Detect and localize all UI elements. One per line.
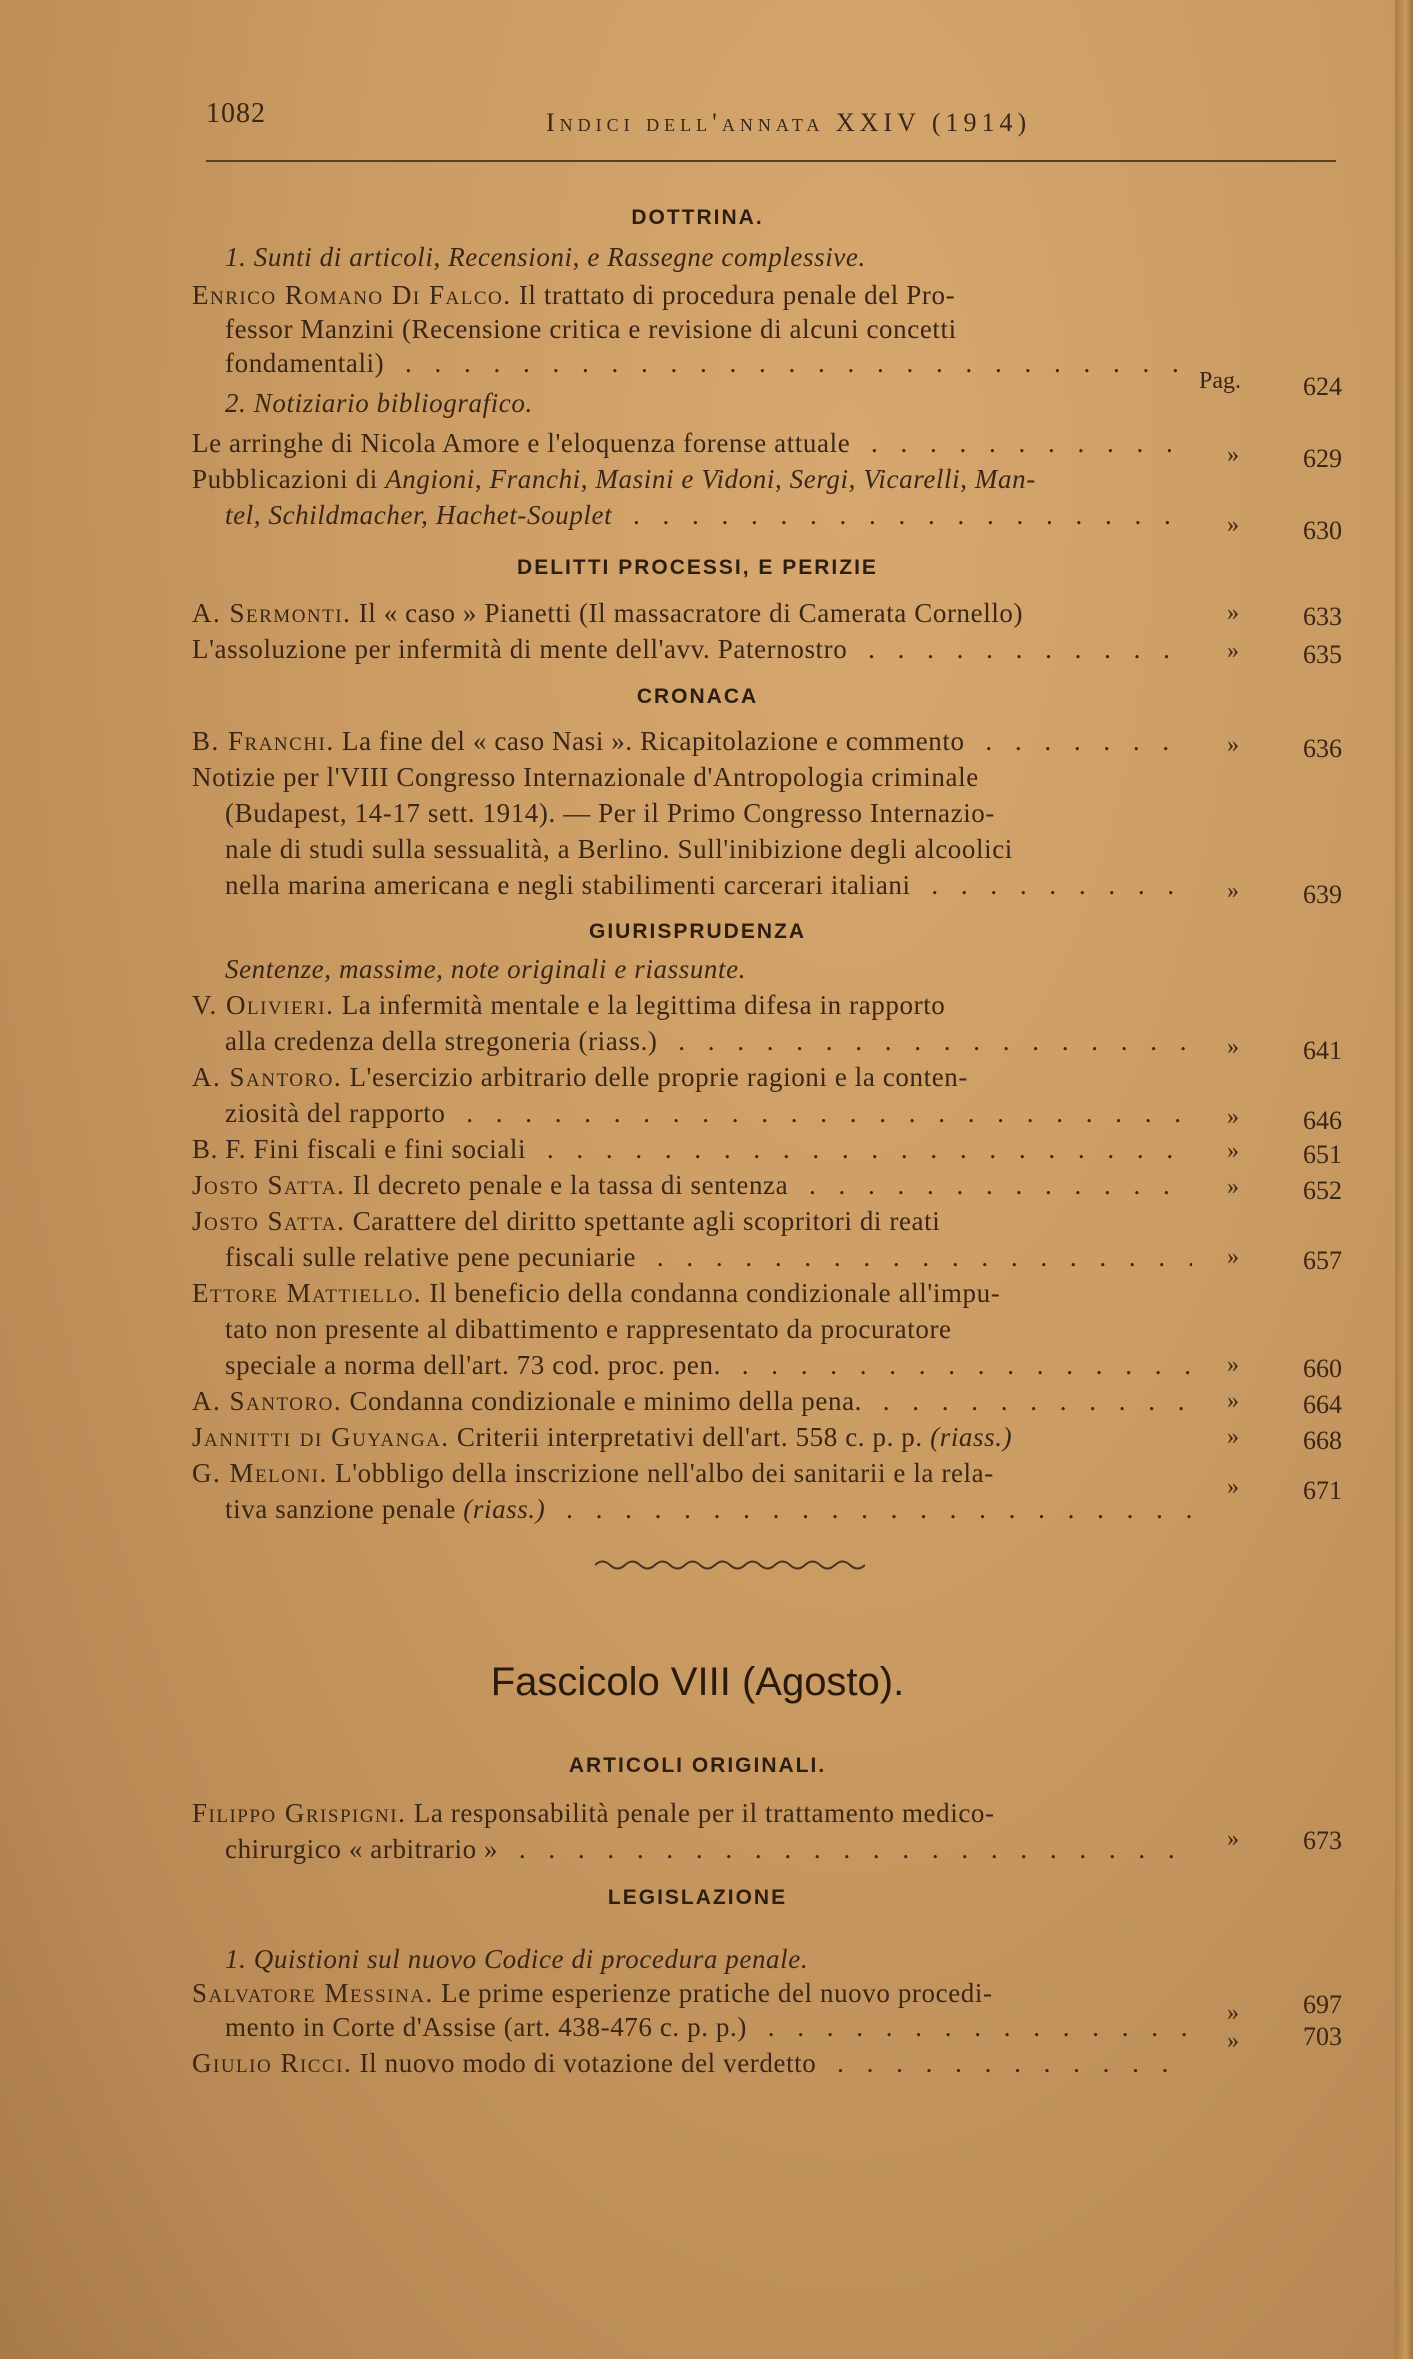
page-ref: 630 bbox=[1303, 516, 1342, 545]
entry-ricci: Giulio Ricci. Il nuovo modo di votazione del verdetto . . . bbox=[192, 2046, 1192, 2080]
ditto-mark: » bbox=[1227, 1104, 1239, 1130]
entry-satta2-line2: fiscali sulle relative pene pecuniarie . . . bbox=[225, 1240, 1192, 1274]
page-ref: 664 bbox=[1303, 1390, 1342, 1419]
ditto-mark: » bbox=[1227, 2000, 1239, 2026]
entry-pubblicazioni-line1: Pubblicazioni di Angioni, Franchi, Masini e Vidoni, Sergi, Vicarelli, Man- bbox=[192, 464, 1036, 494]
page-ref: 673 bbox=[1303, 1826, 1342, 1855]
book-spine-edge bbox=[1395, 0, 1413, 2359]
entry-romano-line1: Enrico Romano Di Falco. Il trattato di procedura penale del Pro- bbox=[192, 280, 956, 310]
ditto-mark: » bbox=[1227, 1174, 1239, 1200]
page-label: Pag. bbox=[1199, 368, 1241, 394]
ditto-mark: » bbox=[1227, 1138, 1239, 1164]
ditto-mark: » bbox=[1227, 512, 1239, 538]
page-ref: 635 bbox=[1303, 640, 1342, 669]
entry-messina-line1: Salvatore Messina. Le prime esperienze pratiche del nuovo procedi- bbox=[192, 1978, 993, 2008]
subheading-quistioni: 1. Quistioni sul nuovo Codice di procedura penale. bbox=[225, 1944, 809, 1974]
ditto-mark: » bbox=[1227, 732, 1239, 758]
decorative-wavy-rule bbox=[595, 1558, 865, 1572]
section-heading-delitti: DELITTI PROCESSI, E PERIZIE bbox=[517, 556, 878, 579]
page-ref: 651 bbox=[1303, 1140, 1342, 1169]
ditto-mark: » bbox=[1227, 2028, 1239, 2054]
entry-pubblicazioni-line2: tel, Schildmacher, Hachet-Souplet . . . bbox=[225, 498, 1192, 532]
page-ref: 652 bbox=[1303, 1176, 1342, 1205]
entry-notizie-line1: Notizie per l'VIII Congresso Internazionale d'Antropologia criminale bbox=[192, 762, 979, 792]
page-ref: 633 bbox=[1303, 602, 1342, 631]
entry-olivieri-line2: alla credenza della stregoneria (riass.) . . . bbox=[225, 1024, 1192, 1058]
page-ref: 641 bbox=[1303, 1036, 1342, 1065]
entry-santoro1-line1: A. Santoro. L'esercizio arbitrario delle proprie ragioni e la conten- bbox=[192, 1062, 968, 1092]
entry-franchi: B. Franchi. La fine del « caso Nasi ». Ricapitolazione e commento . . . bbox=[192, 724, 1192, 758]
page-ref: 660 bbox=[1303, 1354, 1342, 1383]
page-ref: 697 bbox=[1303, 1990, 1342, 2019]
entry-meloni-line1: G. Meloni. L'obbligo della inscrizione nell'albo dei sanitarii e la rela- bbox=[192, 1458, 994, 1488]
entry-notizie-line2: (Budapest, 14-17 sett. 1914). — Per il Primo Congresso Internazio- bbox=[225, 798, 995, 828]
ditto-mark: » bbox=[1227, 1424, 1239, 1450]
ditto-mark: » bbox=[1227, 878, 1239, 904]
running-title: Indici dell'annata XXIV (1914) bbox=[546, 108, 1032, 137]
page-ref: 639 bbox=[1303, 880, 1342, 909]
entry-satta2-line1: Josto Satta. Carattere del diritto spettante agli scopritori di reati bbox=[192, 1206, 941, 1236]
entry-mattiello-line2: tato non presente al dibattimento e rappresentato da procuratore bbox=[225, 1314, 952, 1344]
entry-satta1: Josto Satta. Il decreto penale e la tassa di sentenza . . . bbox=[192, 1168, 1192, 1202]
ditto-mark: » bbox=[1227, 442, 1239, 468]
ditto-mark: » bbox=[1227, 600, 1239, 626]
page-ref: 668 bbox=[1303, 1426, 1342, 1455]
ditto-mark: » bbox=[1227, 638, 1239, 664]
entry-mattiello-line3: speciale a norma dell'art. 73 cod. proc. pen. . . . bbox=[225, 1348, 1192, 1382]
ditto-mark: » bbox=[1227, 1388, 1239, 1414]
section-heading-dottrina: DOTTRINA. bbox=[631, 206, 764, 229]
subheading-sunti: 1. Sunti di articoli, Recensioni, e Rassegne complessive. bbox=[225, 242, 866, 272]
page-ref: 657 bbox=[1303, 1246, 1342, 1275]
page-ref: 636 bbox=[1303, 734, 1342, 763]
page-number: 1082 bbox=[206, 98, 266, 129]
entry-romano-line2: fessor Manzini (Recensione critica e revisione di alcuni concetti bbox=[225, 314, 957, 344]
entry-olivieri-line1: V. Olivieri. La infermità mentale e la legittima difesa in rapporto bbox=[192, 990, 946, 1020]
ditto-mark: » bbox=[1227, 1244, 1239, 1270]
entry-sermonti: A. Sermonti. Il « caso » Pianetti (Il massacratore di Camerata Cornello) bbox=[192, 598, 1024, 628]
page-ref: 624 bbox=[1303, 372, 1342, 401]
page-ref: 646 bbox=[1303, 1106, 1342, 1135]
entry-notizie-line4: nella marina americana e negli stabilimenti carcerari italiani . . . bbox=[225, 868, 1192, 902]
entry-notizie-line3: nale di studi sulla sessualità, a Berlino. Sull'inibizione degli alcoolici bbox=[225, 834, 1013, 864]
subheading-notiziario: 2. Notiziario bibliografico. bbox=[225, 388, 533, 418]
entry-grispigni-line1: Filippo Grispigni. La responsabilità penale per il trattamento medico- bbox=[192, 1798, 995, 1828]
entry-paternostro: L'assoluzione per infermità di mente dell'avv. Paternostro . . . bbox=[192, 632, 1192, 666]
entry-fini-fiscali: B. F. Fini fiscali e fini sociali . . . bbox=[192, 1132, 1192, 1166]
entry-romano-line3: fondamentali) . . . bbox=[225, 346, 1192, 380]
entry-meloni-line2: tiva sanzione penale (riass.) . . . bbox=[225, 1492, 1192, 1526]
page-ref: 629 bbox=[1303, 444, 1342, 473]
fascicolo-title: Fascicolo VIII (Agosto). bbox=[490, 1660, 905, 1704]
entry-arringhe: Le arringhe di Nicola Amore e l'eloquenza forense attuale . . . bbox=[192, 426, 1192, 460]
entry-santoro1-line2: ziosità del rapporto . . . bbox=[225, 1096, 1192, 1130]
page-ref: 671 bbox=[1303, 1476, 1342, 1505]
page-header bbox=[206, 98, 1336, 158]
section-heading-articoli: ARTICOLI ORIGINALI. bbox=[568, 1754, 827, 1777]
entry-santoro2: A. Santoro. Condanna condizionale e minimo della pena. . . . bbox=[192, 1384, 1192, 1418]
section-heading-giurisprudenza: GIURISPRUDENZA bbox=[588, 920, 806, 943]
entry-jannitti: Jannitti di Guyanga. Criterii interpretativi dell'art. 558 c. p. p. (riass.) bbox=[192, 1422, 1013, 1452]
ditto-mark: » bbox=[1227, 1474, 1239, 1500]
ditto-mark: » bbox=[1227, 1826, 1239, 1852]
ditto-mark: » bbox=[1227, 1352, 1239, 1378]
section-heading-legislazione: LEGISLAZIONE bbox=[607, 1886, 788, 1909]
header-rule bbox=[206, 160, 1336, 162]
entry-messina-line2: mento in Corte d'Assise (art. 438-476 c. p. p.) . . . bbox=[225, 2010, 1192, 2044]
subheading-sentenze: Sentenze, massime, note originali e riassunte. bbox=[225, 954, 747, 984]
ditto-mark: » bbox=[1227, 1034, 1239, 1060]
section-heading-cronaca: CRONACA bbox=[636, 685, 759, 708]
entry-grispigni-line2: chirurgico « arbitrario » . . . bbox=[225, 1832, 1192, 1866]
page-ref: 703 bbox=[1303, 2022, 1342, 2051]
entry-mattiello-line1: Ettore Mattiello. Il beneficio della condanna condizionale all'impu- bbox=[192, 1278, 1001, 1308]
